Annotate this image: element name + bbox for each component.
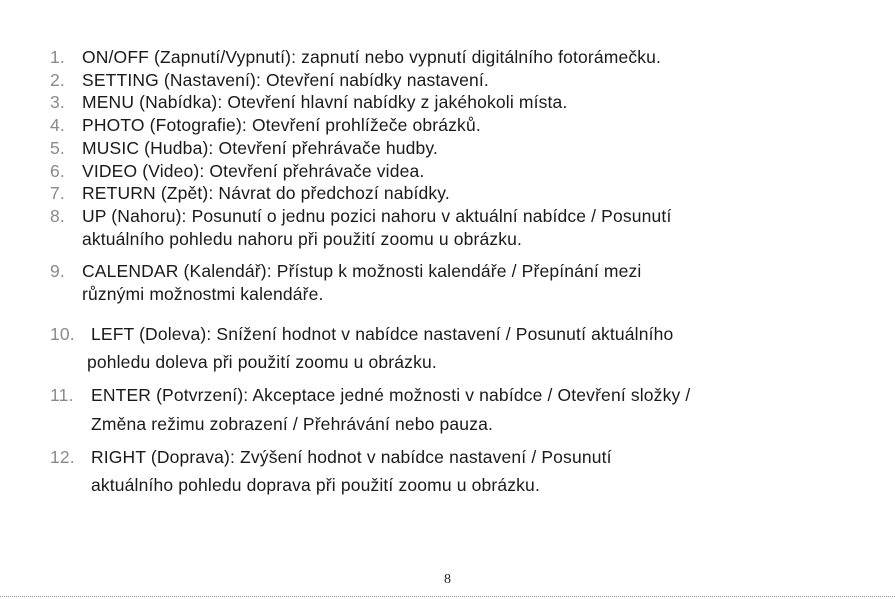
list-item [50,91,880,114]
item-number: 3. [50,92,65,113]
item-text: LEFT (Doleva): Snížení hodnot v nabídce nastavení / Posunutí aktuálního [91,323,674,344]
list-item-continuation [50,228,880,251]
item-indent [50,474,91,497]
item-text: UP (Nahoru): Posunutí o jednu pozici nahoru v aktuální nabídce / Posunutí [82,205,672,226]
item-text: PHOTO (Fotografie): Otevření prohlížeče obrázků. [82,115,481,136]
list-item [50,114,880,137]
item-text: ON/OFF (Zapnutí/Vypnutí): zapnutí nebo vypnutí digitálního fotorámečku. [82,47,662,67]
button-description-list [50,46,880,497]
list-item [50,160,880,183]
item-number: 7. [50,183,65,204]
item-number: 10. [50,323,75,344]
list-item [50,446,880,469]
list-item [50,46,880,69]
item-number: 4. [50,115,65,136]
item-number: 8. [50,205,65,226]
item-text: pohledu doleva při použití zoomu u obrázku. [87,352,437,373]
item-text: MENU (Nabídka): Otevření hlavní nabídky z jakéhokoli místa. [82,92,568,113]
item-text: MUSIC (Hudba): Otevření přehrávače hudby. [82,137,438,158]
item-number: 1. [50,47,65,67]
item-text: různými možnostmi kalendáře. [82,284,324,305]
item-text: RIGHT (Doprava): Zvýšení hodnot v nabídce nastavení / Posunutí [91,446,612,467]
list-item-continuation [50,407,880,436]
list-item [50,69,880,92]
item-number: 6. [50,160,65,181]
item-number: 9. [50,261,65,282]
item-indent [50,283,82,306]
page-number: 8 [444,572,451,587]
list-item [50,260,880,283]
list-item-continuation [50,345,880,374]
list-item-continuation [50,468,880,497]
item-number: 12. [50,446,75,467]
item-text: SETTING (Nastavení): Otevření nabídky nastavení. [82,69,489,90]
item-number: 2. [50,69,65,90]
item-text: Změna režimu zobrazení / Přehrávání nebo pauza. [91,413,493,434]
item-text: ENTER (Potvrzení): Akceptace jedné možnosti v nabídce / Otevření složky / [91,385,691,406]
item-indent [50,351,87,374]
list-item [50,384,880,407]
list-item [50,323,880,346]
item-text: CALENDAR (Kalendář): Přístup k možnosti kalendáře / Přepínání mezi [82,261,642,282]
item-text: aktuálního pohledu nahoru při použití zoomu u obrázku. [82,228,523,249]
item-text: RETURN (Zpět): Návrat do předchozí nabídky. [82,183,450,204]
list-item-continuation [50,283,880,306]
item-number: 5. [50,137,65,158]
list-item [50,182,880,205]
item-text: aktuálního pohledu doprava při použití zoomu u obrázku. [91,475,540,496]
item-indent [50,228,82,251]
item-number: 11. [50,385,74,406]
item-text: VIDEO (Video): Otevření přehrávače videa. [82,160,425,181]
bottom-dotted-divider [0,596,895,597]
list-item [50,137,880,160]
list-item [50,205,880,228]
item-indent [50,413,91,436]
